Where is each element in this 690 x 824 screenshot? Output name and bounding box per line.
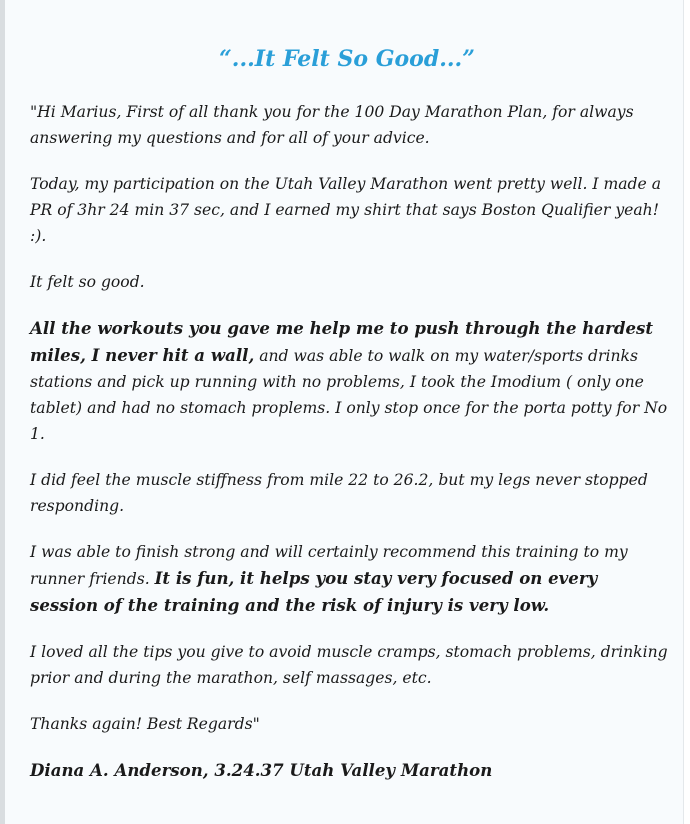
workouts-highlight: All the workouts you gave me help me to push through the hardest miles, I never hit a wall, <box>30 318 654 365</box>
testimonial-body <box>30 99 670 803</box>
recommend-text: I was able to finish strong and will certainly recommend this training to my runner friends. <box>30 543 628 588</box>
paragraph-stiffness: I did feel the muscle stiffness from mile 22 to 26.2, but my legs never stopped responding. <box>30 471 648 515</box>
paragraph-result: Today, my participation on the Utah Valley Marathon went pretty well. I made a PR of 3hr 24 min 37 sec, and I earned my shirt that says Boston Qualifier yeah! :). <box>30 175 662 245</box>
paragraph-recommend <box>30 539 670 619</box>
workouts-detail: and was able to walk on my water/sports drinks stations and pick up running with no problems, I took the Imodium ( only one tablet) and had no stomach proplems. I only stop once for the porta potty for No 1. <box>30 347 668 443</box>
paragraph-workouts <box>30 315 670 447</box>
signature: Diana A. Anderson, 3.24.37 Utah Valley Marathon <box>30 760 493 780</box>
paragraph-tips: I loved all the tips you give to avoid muscle cramps, stomach problems, drinking prior and during the marathon, self massages, etc. <box>30 643 668 687</box>
recommend-highlight: It is fun, it helps you stay very focused on every session of the training and the risk of injury is very low. <box>30 568 598 615</box>
paragraph-greeting: "Hi Marius, First of all thank you for the 100 Day Marathon Plan, for always answering my questions and for all of your advice. <box>30 103 634 147</box>
testimonial-title: “...It Felt So Good...” <box>219 46 475 72</box>
paragraph-thanks: Thanks again! Best Regards" <box>30 715 260 733</box>
paragraph-feeling: It felt so good. <box>30 273 145 291</box>
